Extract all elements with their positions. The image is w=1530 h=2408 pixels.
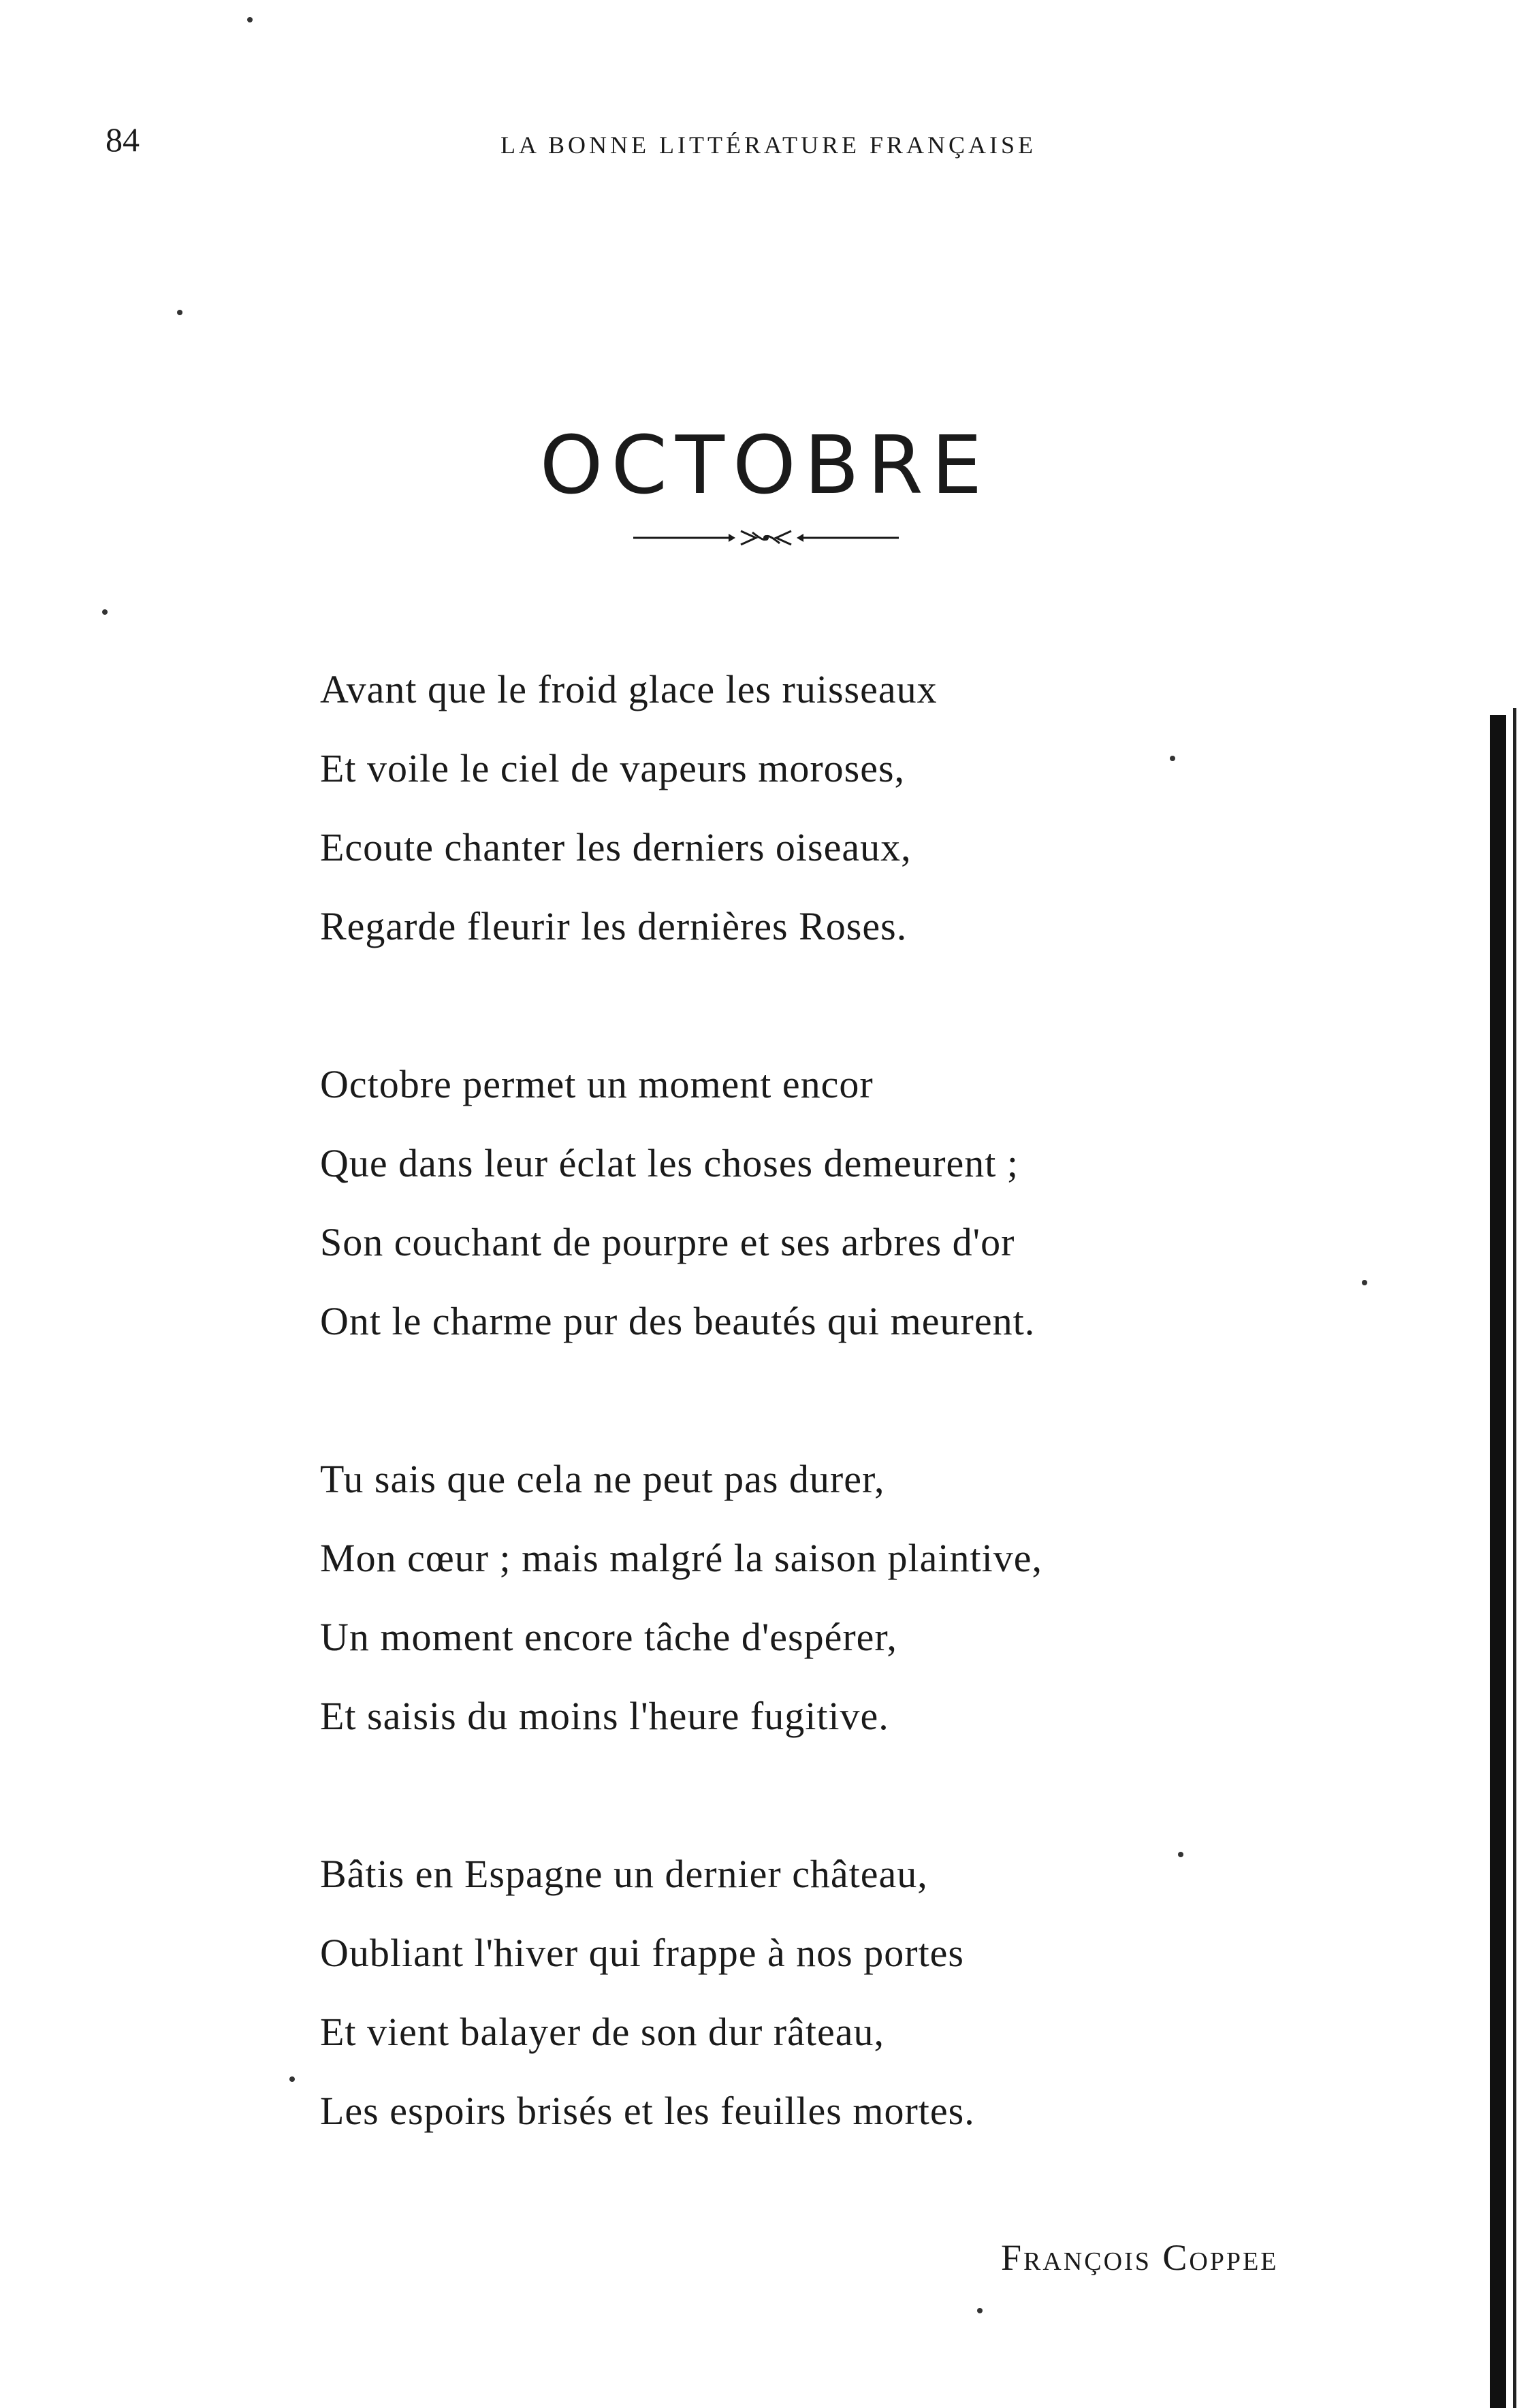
- verse-line: Et saisis du moins l'heure fugitive.: [320, 1694, 889, 1738]
- print-speck: [247, 17, 253, 22]
- running-header: LA BONNE LITTÉRATURE FRANÇAISE: [500, 131, 1036, 159]
- poem-title: OCTOBRE: [539, 418, 991, 513]
- verse-line: Un moment encore tâche d'espérer,: [320, 1615, 897, 1659]
- print-speck: [289, 2076, 295, 2082]
- verse-line: Et vient balayer de son dur râteau,: [320, 2010, 884, 2054]
- verse-line: Avant que le froid glace les ruisseaux: [320, 667, 938, 711]
- verse-line: Octobre permet un moment encor: [320, 1062, 874, 1106]
- verse-line: Mon cœur ; mais malgré la saison plaintive,: [320, 1536, 1043, 1580]
- stanza: [320, 1835, 1042, 2151]
- print-speck: [977, 2308, 983, 2313]
- verse-line: Les espoirs brisés et les feuilles mortes.: [320, 2089, 975, 2133]
- fleuron-divider-icon: [633, 524, 899, 551]
- print-speck: [1178, 1852, 1183, 1857]
- page-number: 84: [106, 121, 140, 159]
- verse-line: Oubliant l'hiver qui frappe à nos portes: [320, 1931, 964, 1975]
- verse-line: Ont le charme pur des beautés qui meurent.: [320, 1299, 1036, 1343]
- page-edge-shadow: [1490, 715, 1506, 2408]
- verse-line: Bâtis en Espagne un dernier château,: [320, 1852, 928, 1896]
- print-speck: [177, 310, 182, 315]
- stanza: [320, 1045, 1042, 1361]
- verse-line: Que dans leur éclat les choses demeurent ;: [320, 1141, 1019, 1185]
- print-speck: [102, 609, 108, 615]
- verse-line: Regarde fleurir les dernières Roses.: [320, 904, 908, 948]
- stanza: [320, 650, 1042, 966]
- verse-line: Et voile le ciel de vapeurs moroses,: [320, 746, 906, 790]
- verse-line: Son couchant de pourpre et ses arbres d'or: [320, 1220, 1015, 1264]
- print-speck: [1170, 756, 1175, 761]
- verse-line: Ecoute chanter les derniers oiseaux,: [320, 825, 912, 869]
- print-speck: [1362, 1280, 1367, 1285]
- page-edge-line: [1513, 708, 1516, 2408]
- author-signature: François Coppee: [1001, 2237, 1279, 2278]
- poem-body: [320, 650, 1042, 2151]
- verse-line: Tu sais que cela ne peut pas durer,: [320, 1457, 885, 1501]
- stanza: [320, 1440, 1042, 1756]
